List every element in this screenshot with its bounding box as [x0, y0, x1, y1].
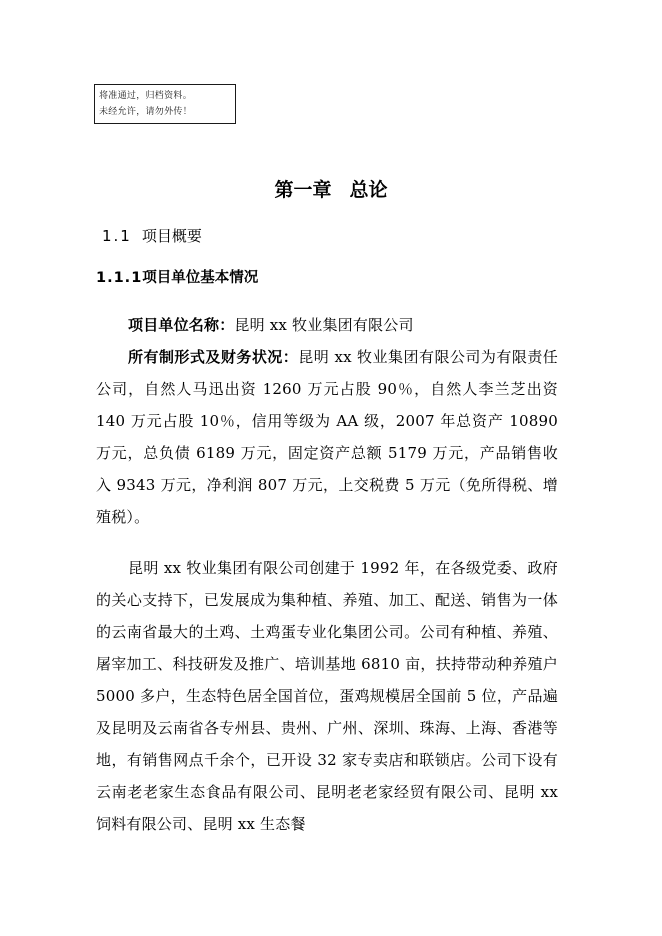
subsection-number: 1.1.1: [96, 270, 143, 286]
section-heading: [102, 226, 202, 246]
stamp-line-2: 未经允许，请勿外传！: [99, 107, 193, 117]
chapter-number: 第一章: [274, 179, 332, 201]
ownership-label: 所有制形式及财务状况：: [128, 348, 299, 366]
chapter-title: [0, 178, 662, 202]
unit-name-value: 昆明 xx 牧业集团有限公司: [234, 316, 414, 334]
company-intro-paragraph: [96, 552, 558, 840]
ownership-paragraph: [96, 341, 558, 533]
company-intro-text: 昆明 xx 牧业集团有限公司创建于 1992 年，在各级党委、政府的关心支持下，已发展成为集种植、养殖、加工、配送、销售为一体的云南省最大的土鸡、土鸡蛋专业化集团公司。公司有种植、养殖、屠宰加工、科技研发及推广、培训基地 6810 亩，扶持带动种养殖户 5000 多户，生态特色居全国首位，蛋鸡规模居全国前 5 位，产品遍及昆明及云南省各专州县、贵州、广州、深圳、珠海、上海、香港等地，有销售网点千余个，已开设 32 家专卖店和联锁店。公司下设有云南老老家生态食品有限公司、昆明老老家经贸有限公司、昆明 xx 饲料有限公司、昆明 xx 生态餐: [96, 559, 558, 833]
ownership-text: 昆明 xx 牧业集团有限公司为有限责任公司，自然人马迅出资 1260 万元占股 90％，自然人李兰芝出资 140 万元占股 10％，信用等级为 AA 级，2007 年总资产 10890 万元，总负债 6189 万元，固定资产总额 5179 万元，产品销售收入 9343 万元，净利润 807 万元，上交税费 5 万元（免所得税、增殖税）。: [96, 348, 559, 526]
unit-name-label: 项目单位名称：: [128, 316, 235, 334]
subsection-heading: [96, 268, 258, 288]
subsection-title: 项目单位基本情况: [142, 270, 259, 286]
chapter-name: 总论: [349, 179, 388, 201]
confidential-stamp: [94, 84, 236, 124]
stamp-line-1: 将准通过，归档资料。: [99, 91, 193, 101]
section-title: 项目概要: [141, 227, 202, 245]
unit-name-paragraph: [96, 309, 558, 341]
section-number: 1.1: [102, 227, 132, 245]
